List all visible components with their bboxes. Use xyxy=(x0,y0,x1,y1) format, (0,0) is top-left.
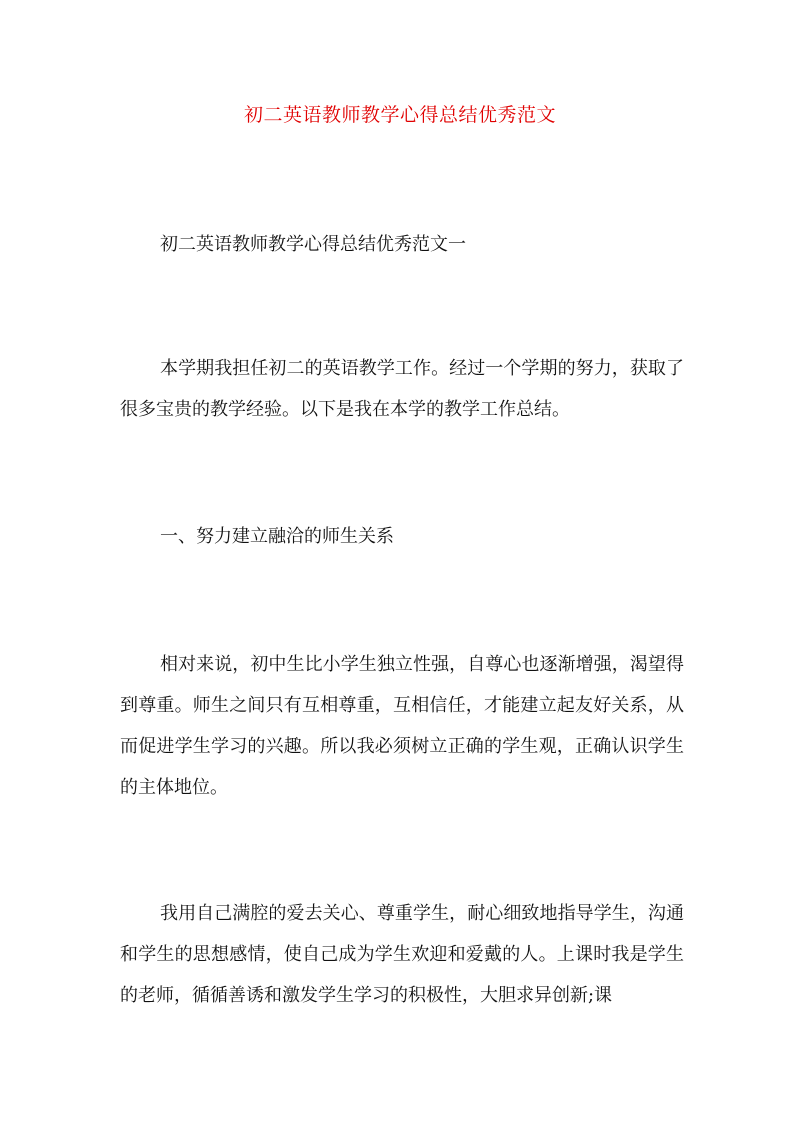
paragraph-body: 相对来说，初中生比小学生独立性强，自尊心也逐渐增强，渴望得到尊重。师生之间只有互相尊重，互相信任，才能建立起友好关系，从而促进学生学习的兴趣。所以我必须树立正确的学生观，正确认识学生的主体地位。 xyxy=(120,654,684,798)
paragraph-body: 我用自己满腔的爱去关心、尊重学生，耐心细致地指导学生，沟通和学生的思想感情，使自己成为学生欢迎和爱戴的人。上课时我是学生的老师，循循善诱和激发学生学习的积极性，大胆求异创新;课 xyxy=(120,903,684,1006)
document-title: 初二英语教师教学心得总结优秀范文 xyxy=(243,104,556,126)
document-subtitle: 初二英语教师教学心得总结优秀范文一 xyxy=(160,234,466,255)
section-heading: 一、努力建立融洽的师生关系 xyxy=(160,526,394,547)
paragraph-intro: 本学期我担任初二的英语教学工作。经过一个学期的努力，获取了很多宝贵的教学经验。以下是我在本学的教学工作总结。 xyxy=(120,358,684,420)
